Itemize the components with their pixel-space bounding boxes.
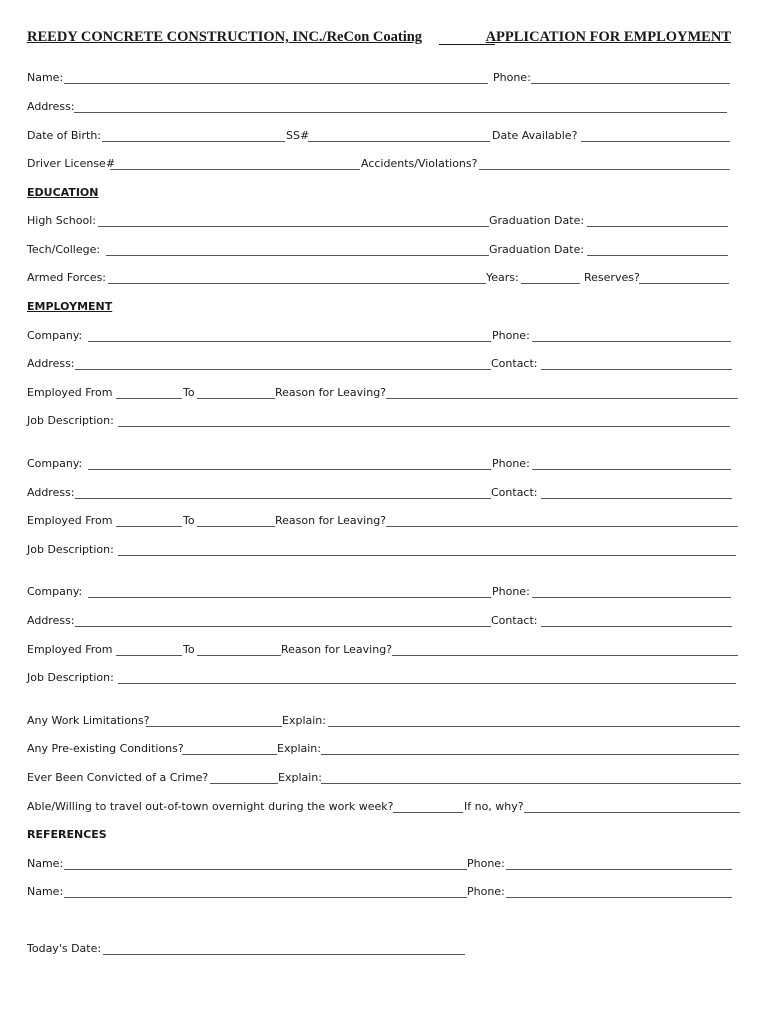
to-label: To	[183, 643, 195, 656]
company-label: Company:	[27, 329, 83, 342]
convicted-row	[27, 771, 739, 787]
reason-label: Reason for Leaving?	[275, 386, 387, 399]
employer-3-company-row	[27, 585, 739, 601]
work-limitations-label: Any Work Limitations?	[27, 714, 150, 727]
travel-field[interactable]	[393, 812, 463, 813]
explain-label: Explain:	[282, 714, 326, 727]
employment-heading: EMPLOYMENT	[27, 300, 113, 313]
reserves-label: Reserves?	[584, 271, 640, 284]
years-field[interactable]	[521, 283, 580, 284]
employer-1-description-row	[27, 414, 739, 430]
phone-label: Phone:	[493, 71, 531, 84]
reserves-field[interactable]	[639, 283, 729, 284]
phone-label: Phone:	[492, 585, 530, 598]
todays-date-field[interactable]	[103, 954, 465, 955]
dob-ssn-row	[27, 129, 739, 145]
address-field[interactable]	[74, 112, 727, 113]
to-label: To	[183, 386, 195, 399]
company-label: Company:	[27, 585, 83, 598]
phone-field[interactable]	[532, 597, 731, 598]
explain-label: Explain:	[277, 742, 321, 755]
phone-field[interactable]	[532, 469, 731, 470]
address-field[interactable]	[75, 498, 491, 499]
to-field[interactable]	[197, 398, 275, 399]
college-graduation-date-field[interactable]	[587, 255, 728, 256]
if-no-label: If no, why?	[464, 800, 524, 813]
reference-name-label: Name:	[27, 857, 64, 870]
reference-2-phone-field[interactable]	[506, 897, 732, 898]
form-title: APPLICATION FOR EMPLOYMENT	[485, 29, 731, 45]
contact-label: Contact:	[491, 486, 538, 499]
high-school-label: High School:	[27, 214, 97, 227]
employer-2-dates-row	[27, 514, 739, 530]
phone-label: Phone:	[492, 457, 530, 470]
armed-forces-row	[27, 271, 739, 287]
tech-college-label: Tech/College:	[27, 243, 101, 256]
todays-date-label: Today's Date:	[27, 942, 102, 955]
preexisting-label: Any Pre-existing Conditions?	[27, 742, 184, 755]
reason-label: Reason for Leaving?	[275, 514, 387, 527]
travel-row	[27, 800, 739, 816]
travel-label: Able/Willing to travel out-of-town overnight during the work week?	[27, 800, 394, 813]
license-row	[27, 157, 739, 173]
reference-2-name-field[interactable]	[64, 897, 467, 898]
company-field[interactable]	[88, 341, 491, 342]
form-header	[27, 29, 731, 49]
armed-forces-label: Armed Forces:	[27, 271, 107, 284]
accidents-label: Accidents/Violations?	[361, 157, 478, 170]
reference-1-name-field[interactable]	[64, 869, 467, 870]
employer-3-dates-row	[27, 643, 739, 659]
ssn-field[interactable]	[308, 141, 490, 142]
address-label: Address:	[27, 486, 75, 499]
employer-2-address-row	[27, 486, 739, 502]
contact-label: Contact:	[491, 614, 538, 627]
education-heading: EDUCATION	[27, 186, 99, 199]
reference-2-row	[27, 885, 739, 901]
reference-phone-label: Phone:	[467, 885, 505, 898]
job-description-label: Job Description:	[27, 543, 114, 556]
employer-1-dates-row	[27, 386, 739, 402]
name-phone-row	[27, 71, 739, 87]
job-description-field[interactable]	[118, 426, 730, 427]
phone-field[interactable]	[531, 83, 730, 84]
employed-from-label: Employed From	[27, 643, 113, 656]
driver-license-field[interactable]	[110, 169, 360, 170]
high-school-row	[27, 214, 739, 230]
accidents-field[interactable]	[479, 169, 730, 170]
college-row	[27, 243, 739, 259]
graduation-date-label: Graduation Date:	[489, 214, 585, 227]
job-description-label: Job Description:	[27, 671, 114, 684]
employer-2-description-row	[27, 543, 739, 559]
reason-field[interactable]	[392, 655, 738, 656]
company-field[interactable]	[88, 597, 491, 598]
name-label: Name:	[27, 71, 64, 84]
employer-3-address-row	[27, 614, 739, 630]
years-label: Years:	[486, 271, 519, 284]
work-limitations-field[interactable]	[146, 726, 282, 727]
preexisting-field[interactable]	[182, 754, 277, 755]
references-heading: REFERENCES	[27, 828, 107, 841]
address-label: Address:	[27, 614, 75, 627]
employed-from-label: Employed From	[27, 386, 113, 399]
high-school-field[interactable]	[98, 226, 489, 227]
employer-2-company-row	[27, 457, 739, 473]
reference-phone-label: Phone:	[467, 857, 505, 870]
armed-forces-field[interactable]	[108, 283, 486, 284]
reason-label: Reason for Leaving?	[281, 643, 393, 656]
to-field[interactable]	[197, 655, 281, 656]
preexisting-explain-field[interactable]	[321, 754, 739, 755]
travel-reason-field[interactable]	[524, 812, 740, 813]
convicted-field[interactable]	[210, 783, 278, 784]
to-label: To	[183, 514, 195, 527]
address-field[interactable]	[75, 626, 491, 627]
convicted-explain-field[interactable]	[321, 783, 741, 784]
company-field[interactable]	[88, 469, 491, 470]
convicted-label: Ever Been Convicted of a Crime?	[27, 771, 209, 784]
employer-3-description-row	[27, 671, 739, 687]
contact-label: Contact:	[491, 357, 538, 370]
employed-from-label: Employed From	[27, 514, 113, 527]
reason-field[interactable]	[386, 398, 738, 399]
contact-field[interactable]	[541, 369, 732, 370]
name-field[interactable]	[64, 83, 488, 84]
to-field[interactable]	[197, 526, 275, 527]
graduation-date-label: Graduation Date:	[489, 243, 585, 256]
address-field[interactable]	[75, 369, 491, 370]
driver-license-label: Driver License#	[27, 157, 116, 170]
employed-from-field[interactable]	[116, 655, 182, 656]
employed-from-field[interactable]	[116, 398, 182, 399]
job-description-field[interactable]	[118, 683, 736, 684]
date-available-label: Date Available?	[492, 129, 578, 142]
company-name: REEDY CONCRETE CONSTRUCTION, INC./ReCon Coating	[27, 29, 423, 45]
preexisting-row	[27, 742, 739, 758]
address-row	[27, 100, 739, 116]
company-label: Company:	[27, 457, 83, 470]
hs-graduation-date-field[interactable]	[587, 226, 728, 227]
contact-field[interactable]	[541, 498, 732, 499]
date-available-field[interactable]	[581, 141, 730, 142]
job-description-label: Job Description:	[27, 414, 114, 427]
work-limitations-explain-field[interactable]	[328, 726, 740, 727]
contact-field[interactable]	[541, 626, 732, 627]
phone-field[interactable]	[532, 341, 731, 342]
address-label: Address:	[27, 100, 75, 113]
reference-1-phone-field[interactable]	[506, 869, 732, 870]
reference-name-label: Name:	[27, 885, 64, 898]
explain-label: Explain:	[278, 771, 322, 784]
dob-label: Date of Birth:	[27, 129, 102, 142]
employed-from-field[interactable]	[116, 526, 182, 527]
reason-field[interactable]	[386, 526, 738, 527]
employer-1-address-row	[27, 357, 739, 373]
phone-label: Phone:	[492, 329, 530, 342]
work-limitations-row	[27, 714, 739, 730]
dob-field[interactable]	[102, 141, 285, 142]
tech-college-field[interactable]	[106, 255, 489, 256]
todays-date-row	[27, 942, 739, 958]
job-description-field[interactable]	[118, 555, 736, 556]
address-label: Address:	[27, 357, 75, 370]
employer-1-company-row	[27, 329, 739, 345]
reference-1-row	[27, 857, 739, 873]
ssn-label: SS#	[286, 129, 310, 142]
